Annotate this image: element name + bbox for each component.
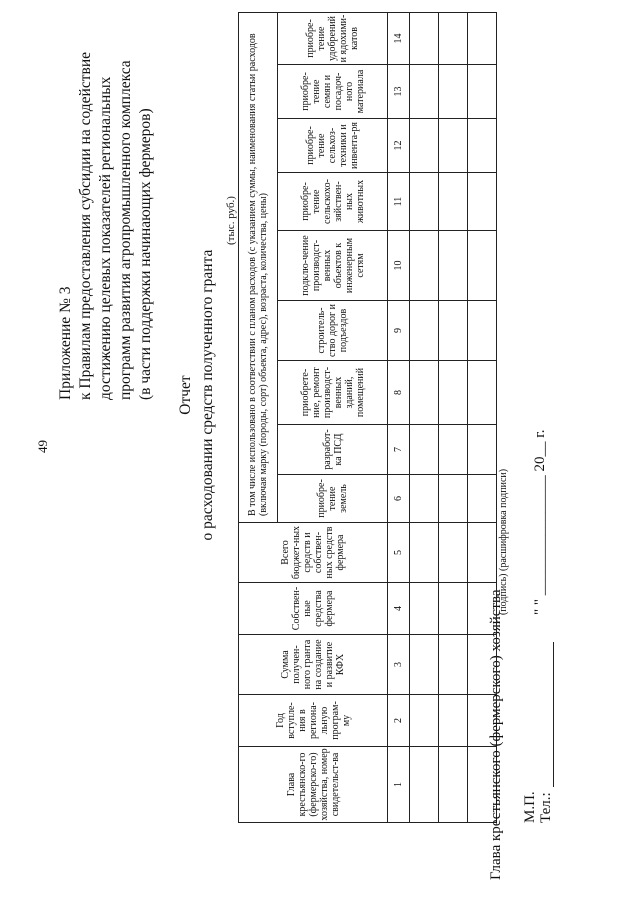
date-field: " " ________________ 20__ г. [532, 429, 548, 615]
expense-report-table [238, 12, 497, 823]
column-number: 11 [388, 173, 410, 231]
column-number: 8 [388, 361, 410, 425]
sub-col-roads: строитель-ство дорог и подъездов [278, 301, 388, 361]
units-label: (тыс. руб.) [225, 196, 237, 245]
signature-caption: (подпись) (расшифровка подписи) [498, 468, 509, 615]
col-header-year: Год вступле-ния в региона-льную програм-му [239, 695, 388, 747]
sub-col-buildings: приобрете-ние, ремонт производст-венных зданий, помещений [278, 361, 388, 425]
column-number: 9 [388, 301, 410, 361]
report-heading [175, 185, 219, 605]
column-number: 2 [388, 695, 410, 747]
sub-col-seeds: приобре-тение семян и посадоч-ного материала [278, 65, 388, 119]
column-number: 10 [388, 231, 410, 301]
column-number: 4 [388, 583, 410, 635]
farm-head-label: Глава крестьянского (фермерского) хозяйства [488, 589, 504, 880]
col-header-grant: Сумма получен-ного гранта на создание и развитие КФХ [239, 635, 388, 695]
appendix-line: к Правилам предоставления субсидии на содействие [77, 51, 94, 400]
col-header-total: Всего бюджет-ных средств и собствен-ных средств фермера [239, 523, 388, 583]
report-subtitle: о расходовании средств полученного гранта [199, 249, 216, 541]
column-number: 14 [388, 12, 410, 64]
column-number: 13 [388, 65, 410, 119]
phone-label: Тел.: [538, 792, 554, 823]
table-row [410, 12, 439, 822]
signature-line [496, 490, 497, 705]
column-number: 5 [388, 523, 410, 583]
appendix-line: программ развития агропромышленного комплекса [117, 60, 134, 400]
col-header-own-funds: Собствен-ные средства фермера [239, 583, 388, 635]
phone-line [553, 642, 554, 787]
report-title: Отчет [177, 375, 194, 415]
appendix-header [56, 51, 156, 400]
table-row [439, 12, 468, 822]
group-header: В том числе использовано в соответствии с планом расходов (с указанием суммы, наименования статьи расходов (включая марку (породы, сорт) объекта, адрес), возраста, количества, цены) [239, 12, 278, 522]
page-number: 49 [35, 440, 50, 453]
column-number: 1 [388, 747, 410, 823]
column-number: 6 [388, 475, 410, 523]
sub-col-utilities: подклю-чение производст-венных объектов к инженерным сетям [278, 231, 388, 301]
column-number: 3 [388, 635, 410, 695]
appendix-line: Приложение № 3 [57, 286, 74, 400]
sub-col-machinery: приобре-тение сельхоз-техники и инвента-ря [278, 119, 388, 173]
column-number: 12 [388, 119, 410, 173]
appendix-line: достижению целевых показателей региональных [97, 76, 114, 400]
appendix-line: (в части поддержки начинающих фермеров) [137, 108, 154, 400]
sub-col-fertilizers: приобре-тение удобрений и ядохими-катов [278, 12, 388, 64]
sub-col-land: приобре-тение земель [278, 475, 388, 523]
sub-col-animals: приобре-тение сельскохо-зяйствен-ных животных [278, 173, 388, 231]
column-number: 7 [388, 425, 410, 475]
sub-col-design: разработ-ка ПСД [278, 425, 388, 475]
column-numbers-row [388, 12, 410, 822]
col-header-head: Глава крестьянско-го (фермерско-го) хозяйства, номер свидетельст-ва [239, 747, 388, 823]
stamp-place: М.П. [522, 791, 538, 823]
